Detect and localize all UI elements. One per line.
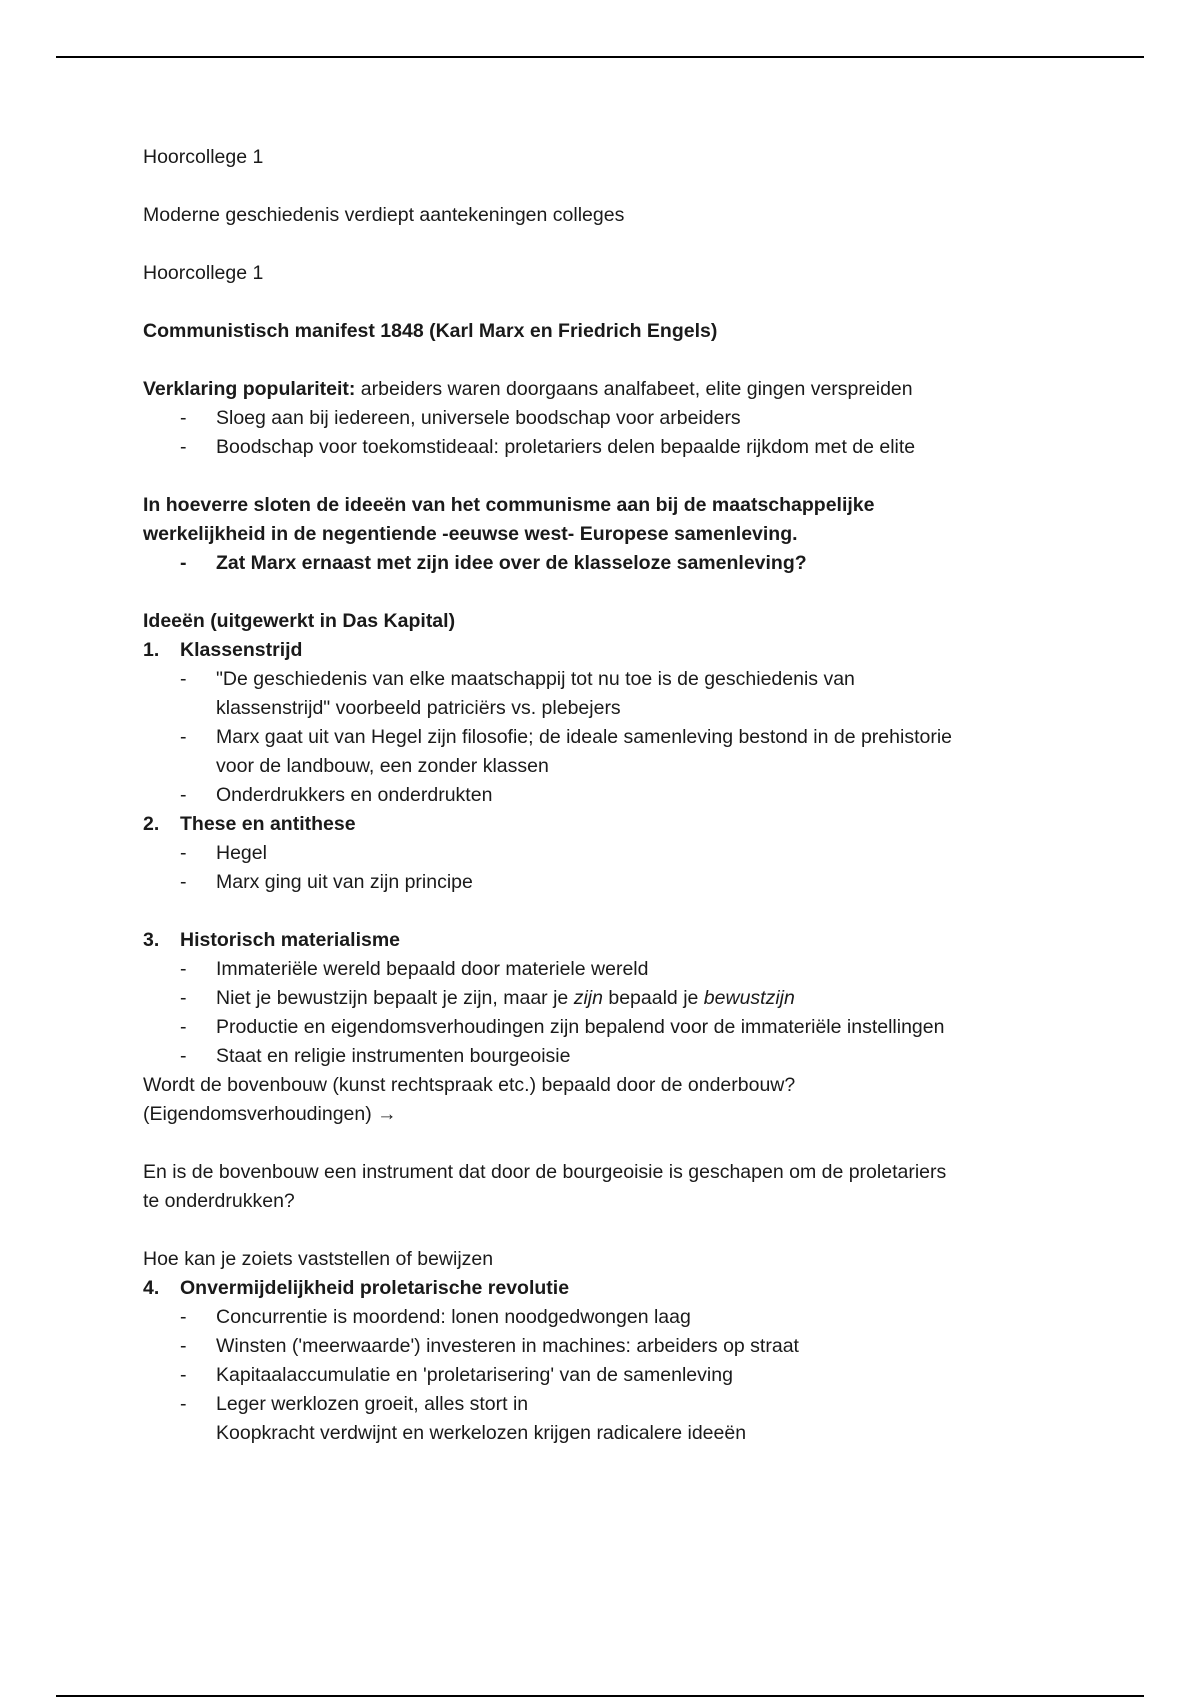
list-item: - Marx gaat uit van Hegel zijn filosofie; de ideale samenleving bestond in de prehistorie xyxy=(143,723,1073,752)
document-title: Moderne geschiedenis verdiept aantekeningen colleges xyxy=(143,204,625,226)
list-item: - Boodschap voor toekomstideaal: proletariers delen bepaalde rijkdom met de elite xyxy=(143,433,1073,462)
list-item: - Zat Marx ernaast met zijn idee over de klasseloze samenleving? xyxy=(143,549,1073,578)
ideas-heading: Ideeën (uitgewerkt in Das Kapital) xyxy=(143,610,456,632)
number: 3. xyxy=(143,929,160,951)
list-item-continuation: voor de landbouw, een zonder klassen xyxy=(216,755,549,777)
list-item: - Productie en eigendomsverhoudingen zijn bepalend voor de immateriële instellingen xyxy=(143,1013,1073,1042)
italic-run: zijn xyxy=(573,987,603,1009)
section-3-list xyxy=(143,955,1073,1071)
list-item-continuation: Koopkracht verdwijnt en werkelozen krijgen radicalere ideeën xyxy=(216,1422,747,1444)
list-item: - Sloeg aan bij iedereen, universele boodschap voor arbeiders xyxy=(143,404,1073,433)
bovenbouw-question-1: Wordt de bovenbouw (kunst rechtspraak etc.) bepaald door de onderbouw? xyxy=(143,1074,796,1096)
numbered-title: Onvermijdelijkheid proletarische revolutie xyxy=(180,1277,570,1299)
numbered-title: These en antithese xyxy=(180,813,356,835)
instrument-question-1: En is de bovenbouw een instrument dat door de bourgeoisie is geschapen om de proletariers xyxy=(143,1161,947,1183)
numbered-title: Klassenstrijd xyxy=(180,639,303,661)
document-body xyxy=(143,143,1073,1448)
list-item-continuation: klassenstrijd" voorbeeld patriciërs vs. plebejers xyxy=(216,697,621,719)
numbered-heading-1 xyxy=(143,636,1073,665)
lecture-label: Hoorcollege 1 xyxy=(143,146,264,168)
number: 2. xyxy=(143,813,160,835)
list-item: - Onderdrukkers en onderdrukten xyxy=(143,781,1073,810)
list-item: - Staat en religie instrumenten bourgeoisie xyxy=(143,1042,1073,1071)
numbered-heading-2 xyxy=(143,810,1073,839)
list-item: - Concurrentie is moordend: lonen noodgedwongen laag xyxy=(143,1303,1073,1332)
proof-question: Hoe kan je zoiets vaststellen of bewijzen xyxy=(143,1248,494,1270)
list-item xyxy=(143,984,1073,1013)
text-run: bepaald je xyxy=(602,987,704,1009)
question-line-1: In hoeverre sloten de ideeën van het communisme aan bij de maatschappelijke xyxy=(143,494,875,516)
section-heading: Communistisch manifest 1848 (Karl Marx en Friedrich Engels) xyxy=(143,320,718,342)
number: 1. xyxy=(143,639,160,661)
text-run: Niet je bewustzijn bepaalt je zijn, maar je xyxy=(216,987,574,1009)
header-rule xyxy=(56,56,1144,58)
list-item: - Immateriële wereld bepaald door materiele wereld xyxy=(143,955,1073,984)
list-item: - Hegel xyxy=(143,839,1073,868)
lecture-label-2: Hoorcollege 1 xyxy=(143,262,264,284)
popularity-paragraph xyxy=(143,375,1073,404)
list-item: - "De geschiedenis van elke maatschappij tot nu toe is de geschiedenis van xyxy=(143,665,1073,694)
numbered-heading-4 xyxy=(143,1274,1073,1303)
question-line-2: werkelijkheid in de negentiende -eeuwse west- Europese samenleving. xyxy=(143,523,798,545)
list-item: - Marx ging uit van zijn principe xyxy=(143,868,1073,897)
numbered-title: Historisch materialisme xyxy=(180,929,401,951)
popularity-list xyxy=(143,404,1073,462)
section-2-list xyxy=(143,839,1073,897)
list-item: - Kapitaalaccumulatie en 'proletarisering' van de samenleving xyxy=(143,1361,1073,1390)
footer-rule xyxy=(56,1695,1144,1697)
section-1-list xyxy=(143,665,1073,810)
number: 4. xyxy=(143,1277,160,1299)
list-item: - Winsten ('meerwaarde') investeren in machines: arbeiders op straat xyxy=(143,1332,1073,1361)
popularity-text: arbeiders waren doorgaans analfabeet, elite gingen verspreiden xyxy=(355,378,913,400)
bovenbouw-question-2: (Eigendomsverhoudingen) → xyxy=(143,1103,397,1125)
question-list xyxy=(143,549,1073,578)
instrument-question-2: te onderdrukken? xyxy=(143,1190,295,1212)
italic-run: bewustzijn xyxy=(703,987,795,1009)
section-4-list xyxy=(143,1303,1073,1448)
numbered-heading-3 xyxy=(143,926,1073,955)
popularity-label: Verklaring populariteit: xyxy=(143,378,356,400)
list-item: - Leger werklozen groeit, alles stort in xyxy=(143,1390,1073,1419)
